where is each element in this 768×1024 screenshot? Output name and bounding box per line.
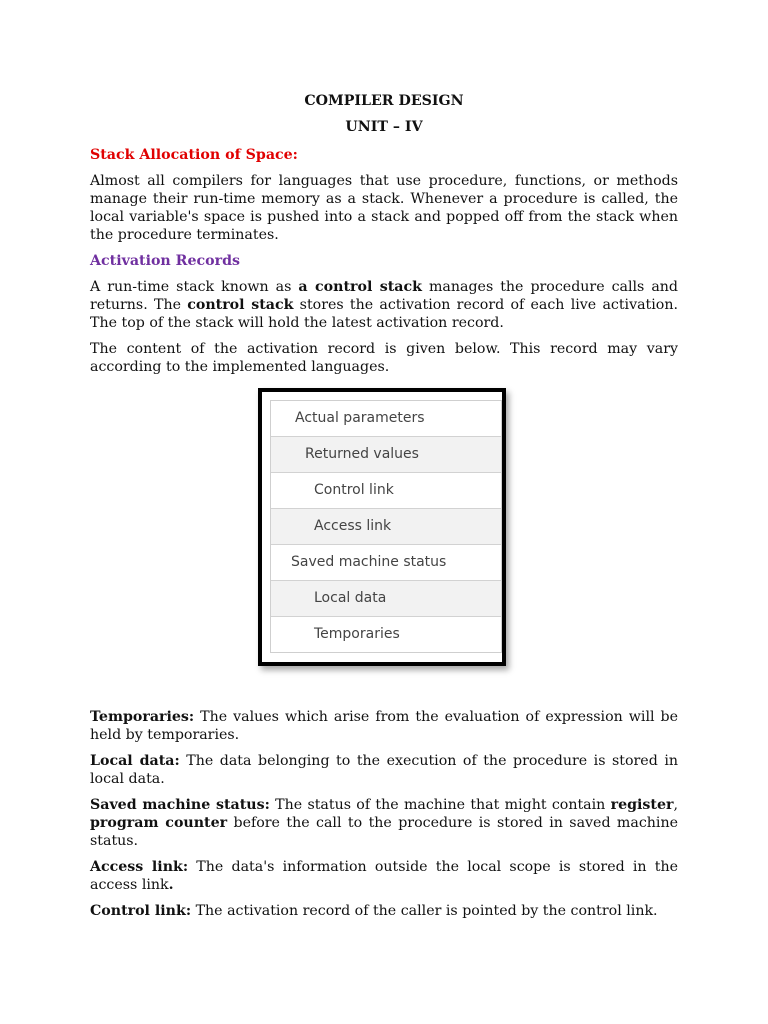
section-heading-activation-records: Activation Records xyxy=(90,253,240,269)
paragraph-stack-allocation: Almost all compilers for languages that use procedure, functions, or methods manage their run-time memory as a stack. Whenever a procedure is called, the local variable's space is pushed into a stack and popped off from the stack when the procedure terminates. xyxy=(90,173,678,243)
document-title: COMPILER DESIGN xyxy=(304,93,464,109)
definition-access-link xyxy=(90,858,678,894)
definition-text: before the call to the procedure is stored in saved machine status. xyxy=(90,815,679,849)
bold-period: . xyxy=(168,877,174,893)
activation-record-table xyxy=(270,400,502,653)
section-heading-stack-allocation: Stack Allocation of Space: xyxy=(90,147,298,163)
text-span: , xyxy=(673,797,678,813)
definition-term: Control link: xyxy=(90,903,192,919)
record-row-local-data: Local data xyxy=(271,581,501,617)
record-row-returned-values: Returned values xyxy=(271,437,501,473)
record-row-temporaries: Temporaries xyxy=(314,626,400,642)
text-span: A run-time stack known as xyxy=(90,279,299,295)
definition-text: The status of the machine that might contain xyxy=(269,797,611,813)
definition-term: Saved machine status: xyxy=(90,797,270,813)
text-span: stores the activation record of each live activation. The top of the stack will hold the latest activation record. xyxy=(90,297,678,331)
record-row-saved-machine-status: Saved machine status xyxy=(271,545,501,581)
record-row-actual-parameters: Actual parameters xyxy=(271,401,501,437)
document-content xyxy=(90,92,678,928)
definition-temporaries xyxy=(90,708,678,744)
text-span: manages the procedure calls and returns. The xyxy=(90,279,679,313)
bold-term: a control stack xyxy=(298,279,422,295)
definition-text: The data belonging to the execution of the procedure is stored in local data. xyxy=(90,753,678,787)
definition-saved-machine-status xyxy=(90,796,678,850)
bold-term: control stack xyxy=(187,297,294,313)
record-row-access-link: Access link xyxy=(271,509,501,545)
definition-term: Temporaries: xyxy=(90,709,195,725)
record-row-control-link: Control link xyxy=(271,473,501,509)
paragraph-record-content: The content of the activation record is given below. This record may vary according to the implemented languages. xyxy=(90,341,678,375)
definition-control-link xyxy=(90,902,678,920)
activation-record-frame xyxy=(258,388,506,666)
definition-term: Local data: xyxy=(90,753,180,769)
paragraph-control-stack xyxy=(90,278,678,332)
definition-text: The values which arise from the evaluation of expression will be held by temporaries. xyxy=(90,709,678,743)
definition-text: The activation record of the caller is pointed by the control link. xyxy=(191,903,658,919)
activation-record-figure xyxy=(90,388,678,684)
definition-text: The data's information outside the local scope is stored in the access link xyxy=(90,859,678,893)
bold-term: program counter xyxy=(90,815,228,831)
bold-term: register xyxy=(610,797,674,813)
definition-local-data xyxy=(90,752,678,788)
unit-label: UNIT – IV xyxy=(345,119,423,135)
definition-term: Access link: xyxy=(90,859,189,875)
